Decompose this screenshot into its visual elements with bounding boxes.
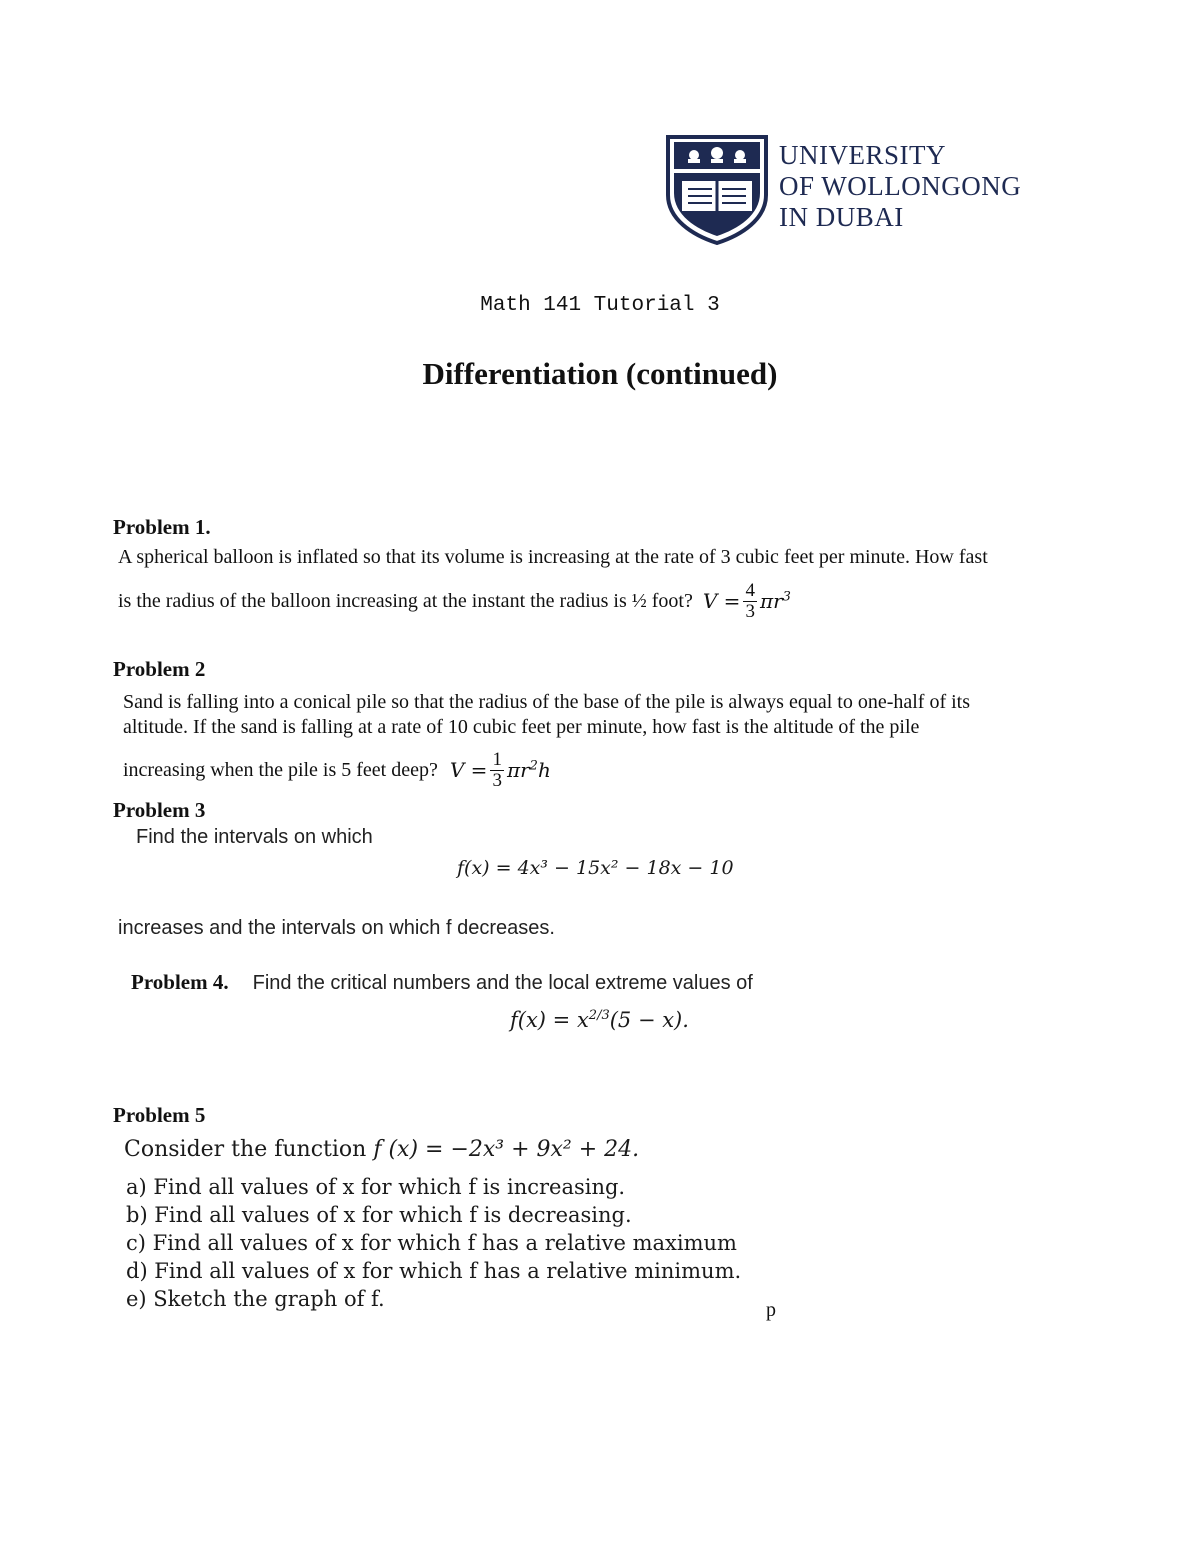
problem-3-heading: Problem 3 xyxy=(113,798,206,822)
problem-2-heading: Problem 2 xyxy=(113,657,206,681)
problem-1-line-2 xyxy=(118,576,791,626)
problem-5-item-c: c) Find all values of x for which f has a relative maximum xyxy=(126,1231,737,1255)
university-name xyxy=(779,140,1021,233)
problem-5-heading: Problem 5 xyxy=(113,1103,206,1127)
problem-2-line-2: altitude. If the sand is falling at a rate of 10 cubic feet per minute, how fast is the altitude of the pile xyxy=(123,716,920,738)
problem-1-formula-lhs: V = xyxy=(702,589,741,613)
problem-4-heading: Problem 4. xyxy=(131,970,229,994)
problem-2-formula-lhs: V = xyxy=(449,758,488,782)
problem-4-line xyxy=(131,970,753,995)
problem-1-numerator: 4 xyxy=(745,579,755,601)
problem-5-item-d: d) Find all values of x for which f has a relative minimum. xyxy=(126,1259,742,1283)
problem-2-line-3-text: increasing when the pile is 5 feet deep? xyxy=(123,758,438,781)
problem-3-formula: f(x) = 4x³ − 15x² − 18x − 10 xyxy=(457,857,734,879)
problem-2-numerator: 1 xyxy=(492,748,502,770)
university-crest-icon xyxy=(664,133,770,245)
problem-5-item-b: b) Find all values of x for which f is decreasing. xyxy=(126,1203,632,1227)
problem-5-item-e: e) Sketch the graph of f. xyxy=(126,1287,385,1311)
problem-3-intro: Find the intervals on which xyxy=(136,826,373,848)
problem-2-line-3 xyxy=(123,744,551,796)
problem-2-formula-tail: $\pi r^2h$ xyxy=(506,758,551,782)
stray-mark: p xyxy=(766,1299,776,1321)
page-title: Differentiation (continued) xyxy=(422,356,778,391)
problem-5-item-a: a) Find all values of x for which f is increasing. xyxy=(126,1175,626,1199)
problem-1-line-2-text: is the radius of the balloon increasing at the instant the radius is ½ foot? xyxy=(118,589,693,612)
problem-4-formula: $f(x) = x^{2/3}(5 - x)$. xyxy=(510,1008,689,1032)
problem-1-denominator: 3 xyxy=(745,600,755,622)
problem-1-line-1: A spherical balloon is inflated so that its volume is increasing at the rate of 3 cubic feet per minute. How fast xyxy=(118,546,988,568)
problem-1-heading: Problem 1. xyxy=(113,515,211,539)
problem-3-after: increases and the intervals on which f decreases. xyxy=(118,917,555,939)
logo-line-3: IN DUBAI xyxy=(779,202,904,232)
problem-2-line-1: Sand is falling into a conical pile so that the radius of the base of the pile is always equal to one-half of its xyxy=(123,691,971,713)
logo-line-1: UNIVERSITY xyxy=(779,140,946,170)
logo-line-2: OF WOLLONGONG xyxy=(779,171,1022,201)
problem-2-denominator: 3 xyxy=(492,769,502,791)
problem-1-formula-tail: $\pi r^3$ xyxy=(759,589,791,613)
problem-4-text: Find the critical numbers and the local extreme values of xyxy=(252,972,753,994)
problem-1-fraction xyxy=(743,581,757,622)
problem-2-fraction xyxy=(490,750,504,791)
problem-5-intro: Consider the function f (x) = −2x³ + 9x² + 24. xyxy=(124,1137,640,1162)
course-subtitle: Math 141 Tutorial 3 xyxy=(480,294,720,317)
